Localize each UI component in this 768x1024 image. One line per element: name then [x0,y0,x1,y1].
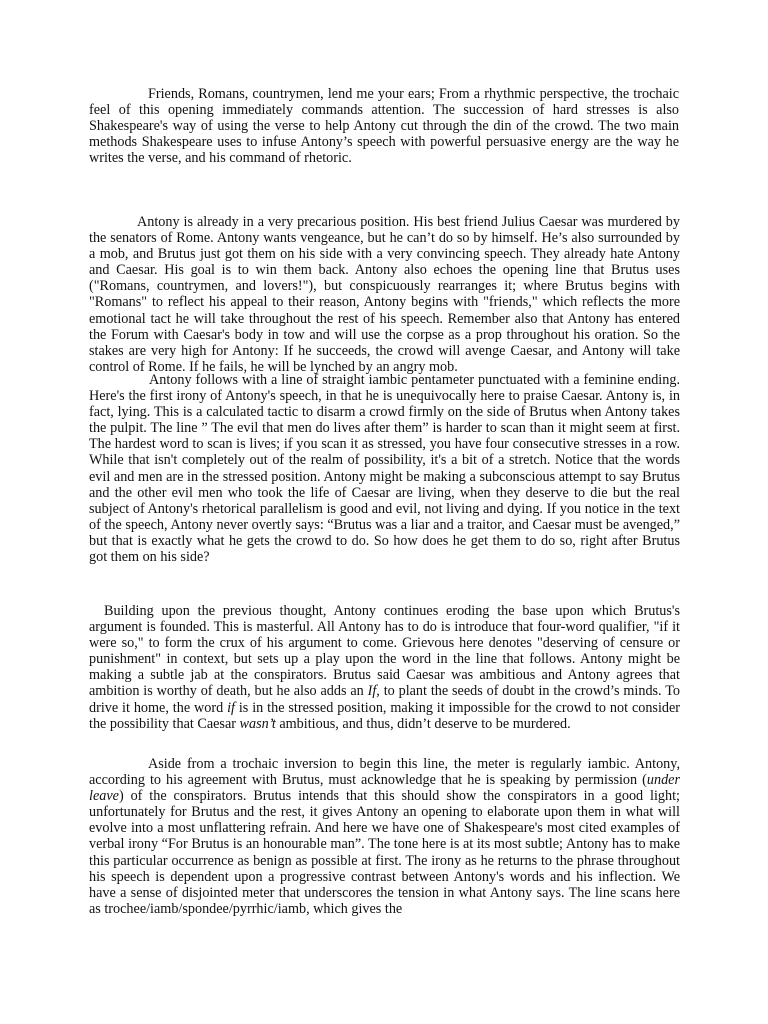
paragraph-4-text: ambitious, and thus, didn’t deserve to be murdered. [275,715,571,732]
paragraph-3-text: Antony follows with a line of straight iambic pentameter punctuated with a feminine ending. Here's the first irony of Antony's speech, in that he is unequivocally here to praise Caesar. Antony is, in fact, lying. This is a calculated tactic to disarm a crowd firmly on the side of Brutus when Antony takes the pulpit. The line ” The evil that men do lives after them” is harder to scan than it might seem at first. The hardest word to scan is lives; if you scan it as stressed, you have four consecutive stresses in a row. While that isn't completely out of the realm of possibility, it's a bit of a stretch. Notice that the words evil and men are in the stressed position. Antony might be making a subconscious attempt to say Brutus and the other evil men who took the life of Caesar are living, when they deserve to die but the real subject of Antony's rhetorical parallelism is good and evil, not living and dying. If you notice in the text of the speech, Antony never overtly says: “Brutus was a liar and a traitor, and Caesar must be avenged,” but that is exactly what he gets the crowd to do. So how does he get them to do so, right after Brutus got them on his side? [89,372,680,566]
paragraph-4-text: Building upon the previous thought, Antony continues eroding the base upon which Brutus's argument is founded. This is masterful. All Antony has to do is introduce that four-word qualifier, "if it were so," to form the crux of his argument to come. Grievous here denotes "deserving of censure or punishment" in context, but sets up a play upon the word in the line that follows. Antony might be making a subtle jab at the conspirators. Brutus said Caesar was ambitious and Antony agrees that ambition is worthy of death, but he also adds an [89,603,680,700]
paragraph-4 [89,603,680,732]
paragraph-2-text: Antony is already in a very precarious position. His best friend Julius Caesar was murdered by the senators of Rome. Antony wants vengeance, but he can’t do so by himself. He’s also surrounded by a mob, and Brutus just got them on his side with a very convincing speech. They already hate Antony and Caesar. His goal is to win them back. Antony also echoes the opening line that Brutus uses ("Romans, countrymen, and lovers!"), but conspicuously rearranges it; where Brutus begins with "Romans" to reflect his appeal to their reason, Antony begins with "friends," which reflects the more emotional tact he will take throughout the rest of his speech. Remember also that Antony has entered the Forum with Caesar's body in tow and will use the corpse as a prop throughout his oration. So the stakes are very high for Antony: If he succeeds, the crowd will avenge Caesar, and Antony will take control of Rome. If he fails, he will be lynched by an angry mob. [89,214,680,375]
italic-under-leave: under leave [89,772,680,805]
paragraph-5-text: ) of the conspirators. Brutus intends that this should show the conspirators in a good light; unfortunately for Brutus and the rest, it gives Antony an opening to elaborate upon them in what will evolve into a most unflattering refrain. And here we have one of Shakespeare's most cited examples of verbal irony “For Brutus is an honourable man”. The tone here is at its most subtle; Antony has to make this particular occurrence as benign as possible at first. The irony as he returns to the phrase throughout his speech is dependent upon a progressive contrast between Antony's words and his inflection. We have a sense of disjointed meter that underscores the tension in what Antony says. The line scans here as trochee/iamb/spondee/pyrrhic/iamb, which gives the [89,788,680,917]
paragraph-3 [89,372,680,565]
paragraph-1-text: Friends, Romans, countrymen, lend me your ears; From a rhythmic perspective, the trochaic feel of this opening immediately commands attention. The succession of hard stresses is also Shakespeare's way of using the verse to help Antony cut through the din of the crowd. The two main methods Shakespeare uses to infuse Antony’s speech with powerful persuasive energy are the way he writes the verse, and his command of rhetoric. [89,86,679,167]
paragraph-5 [89,756,680,917]
italic-if: if [227,699,235,716]
italic-if-capital: If, [367,683,380,700]
paragraph-5-text: Aside from a trochaic inversion to begin this line, the meter is regularly iambic. Antony, according to his agreement with Brutus, must acknowledge that he is speaking by permission ( [89,756,680,789]
paragraph-1 [89,86,679,166]
paragraph-2 [89,214,680,375]
paragraph-4-text: to plant the seeds of doubt in the crowd’s minds. To drive it home, the word [89,683,680,716]
paragraph-4-text: is in the stressed position, making it impossible for the crowd to not consider the possibility that Caesar [89,699,681,732]
italic-wasnt: wasn’t [239,715,276,732]
